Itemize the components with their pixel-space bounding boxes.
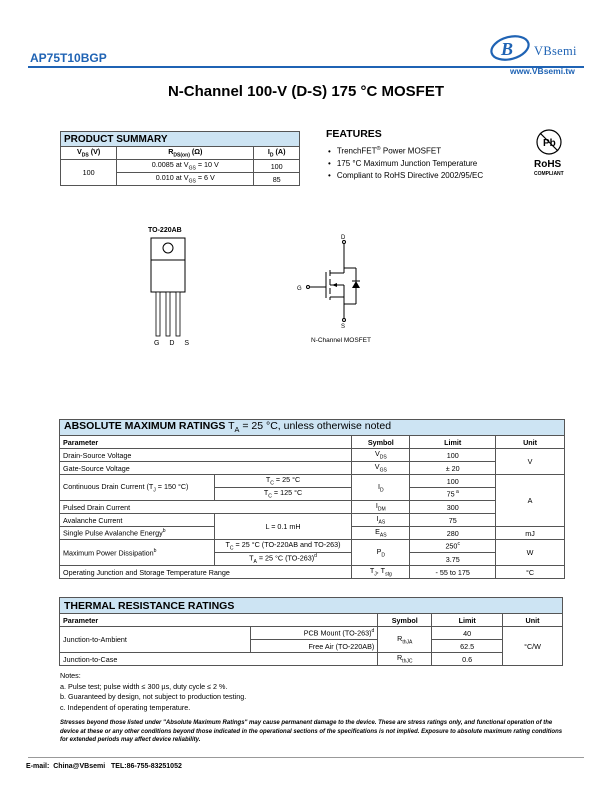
vbsemi-logo-icon [488,33,534,63]
amr-condition: L = 0.1 mH [214,514,352,540]
svg-text:S: S [341,324,346,330]
amr-unit: °C [496,566,565,579]
amr-limit: 75 $^a$ [410,488,496,501]
rds-value: 0.0085 at $V_{GS} = 10$ V [117,160,254,173]
amr-param: Operating Junction and Storage Temperature Range [60,566,352,579]
amr-condition: $T_A = 25$ °C $(TO-263)^d$ [214,553,352,566]
amr-limit: 300 [410,501,496,514]
amr-limit: 75 [410,514,496,527]
thermal-header-unit: Unit [503,614,563,627]
amr-condition: $T_C = 25$ °C [214,475,352,488]
note-b: b. Guaranteed by design, not subject to production testing. [60,692,247,701]
thermal-header-parameter: Parameter [60,614,378,627]
feature-item: • TrenchFET® Power MOSFET [328,143,483,158]
rohs-label: RoHS [534,159,562,170]
amr-param: Drain-Source Voltage [60,449,352,462]
notes-heading: Notes: [60,671,81,680]
amr-param: Gate-Source Voltage [60,462,352,475]
amr-limit: 250$^c$ [410,540,496,553]
amr-symbol: $T_J$, $T_{stg}$ [352,566,410,579]
id-value: 100 [254,160,300,173]
amr-symbol: $V_{DS}$ [352,449,410,462]
amr-header-symbol: Symbol [352,436,410,449]
amr-symbol: $I_{DM}$ [352,501,410,514]
svg-text:B: B [501,39,514,59]
header-divider [28,66,584,68]
amr-symbol: $I_D$ [352,475,410,501]
features-heading: FEATURES [326,128,382,140]
thermal-resistance-table [59,597,563,666]
thermal-param: Junction-to-Ambient [60,627,251,653]
mosfet-symbol-icon [294,232,374,332]
amr-header-unit: Unit [496,436,565,449]
stress-note: Stresses beyond those listed under "Absolute Maximum Ratings" may cause permanent damage to the device. These are stress ratings only, and functional operation of the device at these or any other conditions beyond those indicated in the operational sections of the specifications is not implied. Exposure to absolute maximum rating conditions for extended periods may affect device reliability. [60,720,563,743]
note-c: c. Independent of operating temperature. [60,702,191,712]
amr-caption: ABSOLUTE MAXIMUM RATINGS $T_A = 25$ °C, unless otherwise noted [60,420,565,436]
features-list [328,143,483,182]
id-value: 85 [254,173,300,186]
notes [60,671,246,713]
thermal-caption: THERMAL RESISTANCE RATINGS [60,598,563,614]
thermal-param: Junction-to-Case [60,653,378,666]
svg-text:Pb: Pb [543,138,556,149]
footer-divider [28,757,584,758]
abs-max-ratings-table [59,419,565,579]
thermal-limit: 40 [432,627,503,640]
svg-text:D: D [341,235,346,241]
logo-url[interactable]: www.VBsemi.tw [510,66,575,76]
page-title: N-Channel 100-V (D-S) 175 °C MOSFET [167,83,445,100]
amr-param: Maximum Power Dissipation$^b$ [60,540,215,566]
amr-limit: - 55 to 175 [410,566,496,579]
amr-unit: A [496,475,565,527]
product-summary-table [60,131,300,186]
thermal-condition: PCB Mount $(TO-263)^d$ [250,627,378,640]
amr-unit: V [496,449,565,475]
vds-value: 100 [61,160,117,186]
thermal-limit: 0.6 [432,653,503,666]
amr-limit: ± 20 [410,462,496,475]
amr-symbol: $E_{AS}$ [352,527,410,540]
amr-unit: mJ [496,527,565,540]
amr-param: Pulsed Drain Current [60,501,352,514]
amr-symbol: $P_D$ [352,540,410,566]
amr-symbol: $I_{AS}$ [352,514,410,527]
thermal-header-limit: Limit [432,614,503,627]
mosfet-caption: N-Channel MOSFET [311,337,371,344]
amr-unit: W [496,540,565,566]
package-pins: G D S [154,340,194,347]
to220-package-icon [148,236,188,340]
feature-item: • Compliant to RoHS Directive 2002/95/EC [328,170,483,182]
package-label: TO-220AB [148,227,182,234]
logo-text: VBsemi [534,44,577,58]
amr-header-limit: Limit [410,436,496,449]
product-summary-caption: PRODUCT SUMMARY [61,132,300,147]
thermal-unit: °C/W [503,627,563,666]
thermal-limit: 62.5 [432,640,503,653]
rds-header: $R_{DS(on)}$ (Ω) [117,147,254,160]
id-header: $I_D$ (A) [254,147,300,160]
thermal-symbol: $R_{thJA}$ [378,627,432,653]
svg-text:G: G [297,286,302,292]
amr-param: Single Pulse Avalanche Energy$^b$ [60,527,215,540]
rds-value: 0.010 at $V_{GS} = 6$ V [117,173,254,186]
thermal-symbol: $R_{thJC}$ [378,653,432,666]
amr-param: Continuous Drain Current ($T_J = 150$ °C) [60,475,215,501]
amr-symbol: $V_{GS}$ [352,462,410,475]
note-a: a. Pulse test; pulse width ≤ 300 µs, duty cycle ≤ 2 %. [60,681,228,691]
part-number: AP75T10BGP [30,51,107,65]
amr-limit: 3.75 [410,553,496,566]
amr-condition: $T_C = 125$ °C [214,488,352,501]
amr-header-parameter: Parameter [60,436,352,449]
rohs-pb-icon [534,127,564,157]
rohs-compliant: COMPLIANT [534,171,564,177]
footer-contact: E-mail: China@VBsemi TEL:86-755-83251052 [26,763,182,770]
footer-email[interactable]: China@VBsemi [53,763,106,770]
feature-item: • 175 °C Maximum Junction Temperature [328,158,483,170]
amr-limit: 280 [410,527,496,540]
thermal-header-symbol: Symbol [378,614,432,627]
amr-condition: $T_C = 25$ °C (TO-220AB and TO-263) [214,540,352,553]
vds-header: $V_{DS}$ (V) [61,147,117,160]
amr-param: Avalanche Current [60,514,215,527]
amr-limit: 100 [410,475,496,488]
thermal-condition: Free Air (TO-220AB) [250,640,378,653]
amr-limit: 100 [410,449,496,462]
